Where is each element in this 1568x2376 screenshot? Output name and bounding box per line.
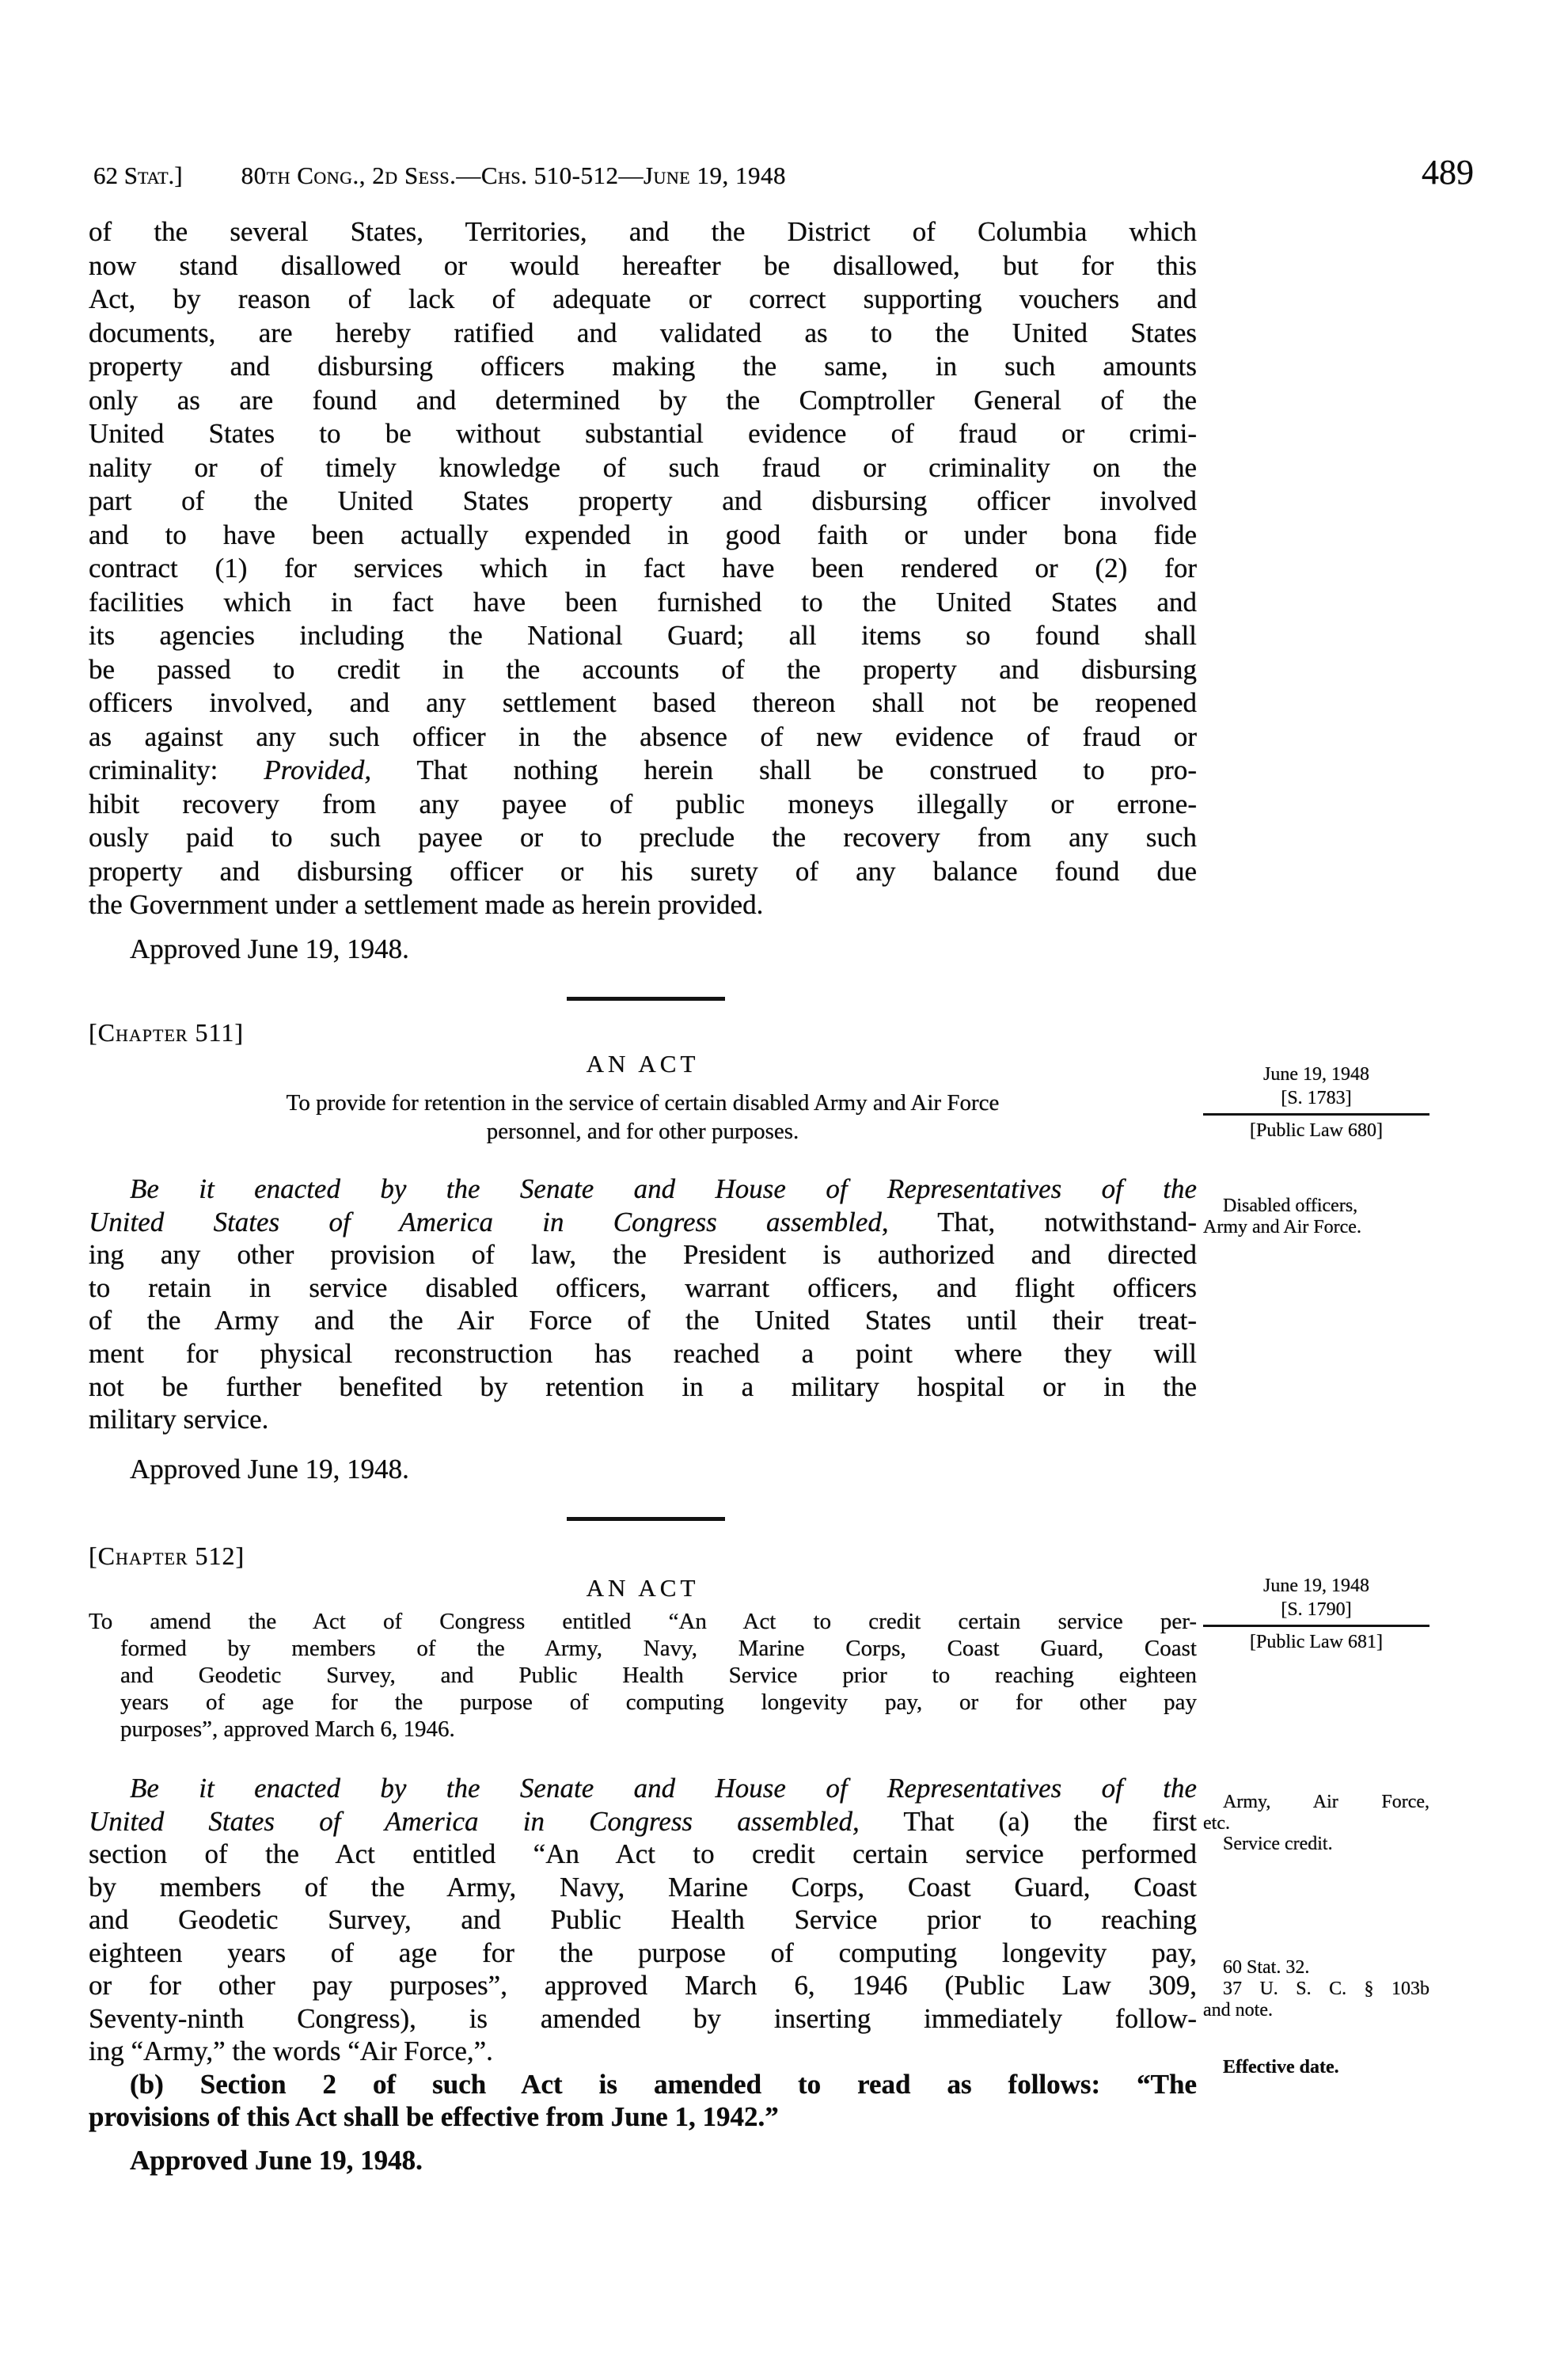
text-line: Service credit. (1223, 1834, 1333, 1854)
margin-rule (1203, 1625, 1429, 1627)
text-line: 37 U. S. C. § 103b (1223, 1979, 1429, 1999)
margin-public-law: [Public Law 680] (1250, 1120, 1383, 1141)
running-head: 80th Cong., 2d Sess.—Chs. 510-512—June 19, 1948 (241, 162, 786, 189)
margin-bill-number: [S. 1790] (1281, 1599, 1352, 1620)
text-line: only as are found and determined by the Comptroller General of the (89, 384, 1197, 416)
text-line: personnel, and for other purposes. (486, 1119, 799, 1144)
margin-head-ch512 (1203, 1574, 1429, 1654)
text-line: or for other pay purposes”, approved March 6, 1946 (Public Law 309, (89, 1970, 1197, 2001)
text-line: by members of the Army, Navy, Marine Corps, Coast Guard, Coast (89, 1871, 1197, 1903)
text-line: property and disbursing officers making the same, in such amounts (89, 351, 1197, 382)
text-line: as against any such officer in the absence of new evidence of fraud or (89, 720, 1197, 752)
text-line: United States of America in Congress assembled, That, notwithstand- (89, 1206, 1197, 1237)
text-line: formed by members of the Army, Navy, Marine Corps, Coast Guard, Coast (120, 1636, 1197, 1661)
section-divider (567, 1517, 725, 1521)
text-line: 60 Stat. 32. (1223, 1957, 1310, 1978)
text-line: Be it enacted by the Senate and House of Representatives of the (130, 1173, 1197, 1204)
text-line: ment for physical reconstruction has reached a point where they will (89, 1337, 1197, 1369)
text-line: facilities which in fact have been furnished to the United States and (89, 586, 1197, 618)
act-heading-ch511: AN ACT (586, 1050, 700, 1078)
section-divider (567, 997, 725, 1001)
text-line: etc. (1203, 1813, 1230, 1834)
text-line: Army, Air Force, (1223, 1792, 1429, 1812)
text-line: nality or of timely knowledge of such fraud or criminality on the (89, 451, 1197, 483)
text-line: ing any other provision of law, the President is authorized and directed (89, 1239, 1197, 1271)
text-line: Be it enacted by the Senate and House of Representatives of the (130, 1773, 1197, 1804)
text-line: To provide for retention in the service of certain disabled Army and Air Force (286, 1090, 1000, 1116)
approval-line-ch512: Approved June 19, 1948. (130, 2145, 423, 2176)
act-heading-ch512: AN ACT (586, 1574, 700, 1602)
text-line: Army and Air Force. (1203, 1217, 1361, 1237)
margin-public-law: [Public Law 681] (1250, 1632, 1383, 1652)
text-line: hibit recovery from any payee of public moneys illegally or errone- (89, 788, 1197, 819)
text-line: purposes”, approved March 6, 1946. (120, 1716, 455, 1742)
margin-note-statute-citation (1203, 1957, 1429, 2021)
margin-date: June 19, 1948 (1263, 1064, 1369, 1085)
chapter-511-label: [Chapter 511] (89, 1018, 245, 1047)
text-line: the Government under a settlement made as herein provided. (89, 889, 764, 920)
text-line: eighteen years of age for the purpose of computing longevity pay, (89, 1937, 1197, 1968)
text-line: Disabled officers, (1223, 1196, 1358, 1216)
chapter-510-continuation-text (89, 215, 1197, 922)
text-line: and note. (1203, 2000, 1273, 2021)
margin-date: June 19, 1948 (1263, 1576, 1369, 1596)
margin-note-disabled-officers (1203, 1196, 1429, 1238)
text-line: To amend the Act of Congress entitled “An Act to credit certain service per- (89, 1609, 1197, 1634)
act-title-ch512 (89, 1608, 1197, 1743)
margin-note-service-credit (1203, 1834, 1429, 1855)
text-line: now stand disallowed or would hereafter be disallowed, but for this (89, 249, 1197, 281)
text-line: officers involved, and any settlement based thereon shall not be reopened (89, 687, 1197, 718)
text-line: Act, by reason of lack of adequate or correct supporting vouchers and (89, 283, 1197, 314)
text-line: ing “Army,” the words “Air Force,”. (89, 2036, 493, 2066)
chapter-512-label: [Chapter 512] (89, 1542, 245, 1570)
chapter-512-body (89, 1772, 1197, 2134)
text-line: of the several States, Territories, and the District of Columbia which (89, 216, 1197, 247)
text-line: property and disbursing officer or his surety of any balance found due (89, 855, 1197, 887)
text-line: and to have been actually expended in good faith or under bona fide (89, 519, 1197, 550)
text-line: to retain in service disabled officers, warrant officers, and flight officers (89, 1272, 1197, 1303)
text-line: and Geodetic Survey, and Public Health Service prior to reaching (89, 1904, 1197, 1935)
text-line: documents, are hereby ratified and validated as to the United States (89, 317, 1197, 348)
text-line: contract (1) for services which in fact have been rendered or (2) for (89, 553, 1197, 584)
act-title-ch511 (89, 1089, 1197, 1146)
margin-note-effective-date (1203, 2057, 1429, 2078)
margin-head-ch511 (1203, 1063, 1429, 1142)
text-line: Seventy-ninth Congress), is amended by inserting immediately follow- (89, 2002, 1197, 2034)
text-line: part of the United States property and disbursing officer involved (89, 485, 1197, 516)
text-line: ously paid to such payee or to preclude the recovery from any such (89, 822, 1197, 853)
margin-rule (1203, 1113, 1429, 1116)
text-line: and Geodetic Survey, and Public Health Service prior to reaching eighteen (120, 1663, 1197, 1688)
approval-line-ch510: Approved June 19, 1948. (130, 933, 409, 964)
text-line: not be further benefited by retention in a military hospital or in the (89, 1370, 1197, 1402)
approval-line-ch511: Approved June 19, 1948. (130, 1454, 409, 1485)
text-line: United States of America in Congress assembled, That (a) the first (89, 1805, 1197, 1837)
margin-bill-number: [S. 1783] (1281, 1088, 1352, 1108)
text-line: of the Army and the Air Force of the United States until their treat- (89, 1305, 1197, 1336)
margin-note-army-air-force (1203, 1792, 1429, 1834)
text-line: years of age for the purpose of computing longevity pay, or for other pay (120, 1690, 1197, 1715)
text-line: provisions of this Act shall be effective from June 1, 1942.” (89, 2101, 779, 2132)
text-line: Effective date. (1223, 2057, 1339, 2078)
page-number: 489 (1422, 153, 1474, 192)
page-header (93, 152, 1474, 192)
text-line: its agencies including the National Guard; all items so found shall (89, 620, 1197, 651)
text-line: military service. (89, 1404, 269, 1435)
chapter-511-body (89, 1173, 1197, 1436)
text-line: United States to be without substantial evidence of fraud or crimi- (89, 418, 1197, 449)
text-line: be passed to credit in the accounts of the property and disbursing (89, 653, 1197, 685)
text-line: criminality: Provided, That nothing herein shall be construed to pro- (89, 755, 1197, 785)
text-line: section of the Act entitled “An Act to credit certain service performed (89, 1838, 1197, 1869)
volume-citation: 62 Stat.] (93, 162, 183, 189)
text-line: (b) Section 2 of such Act is amended to read as follows: “The (130, 2068, 1197, 2100)
